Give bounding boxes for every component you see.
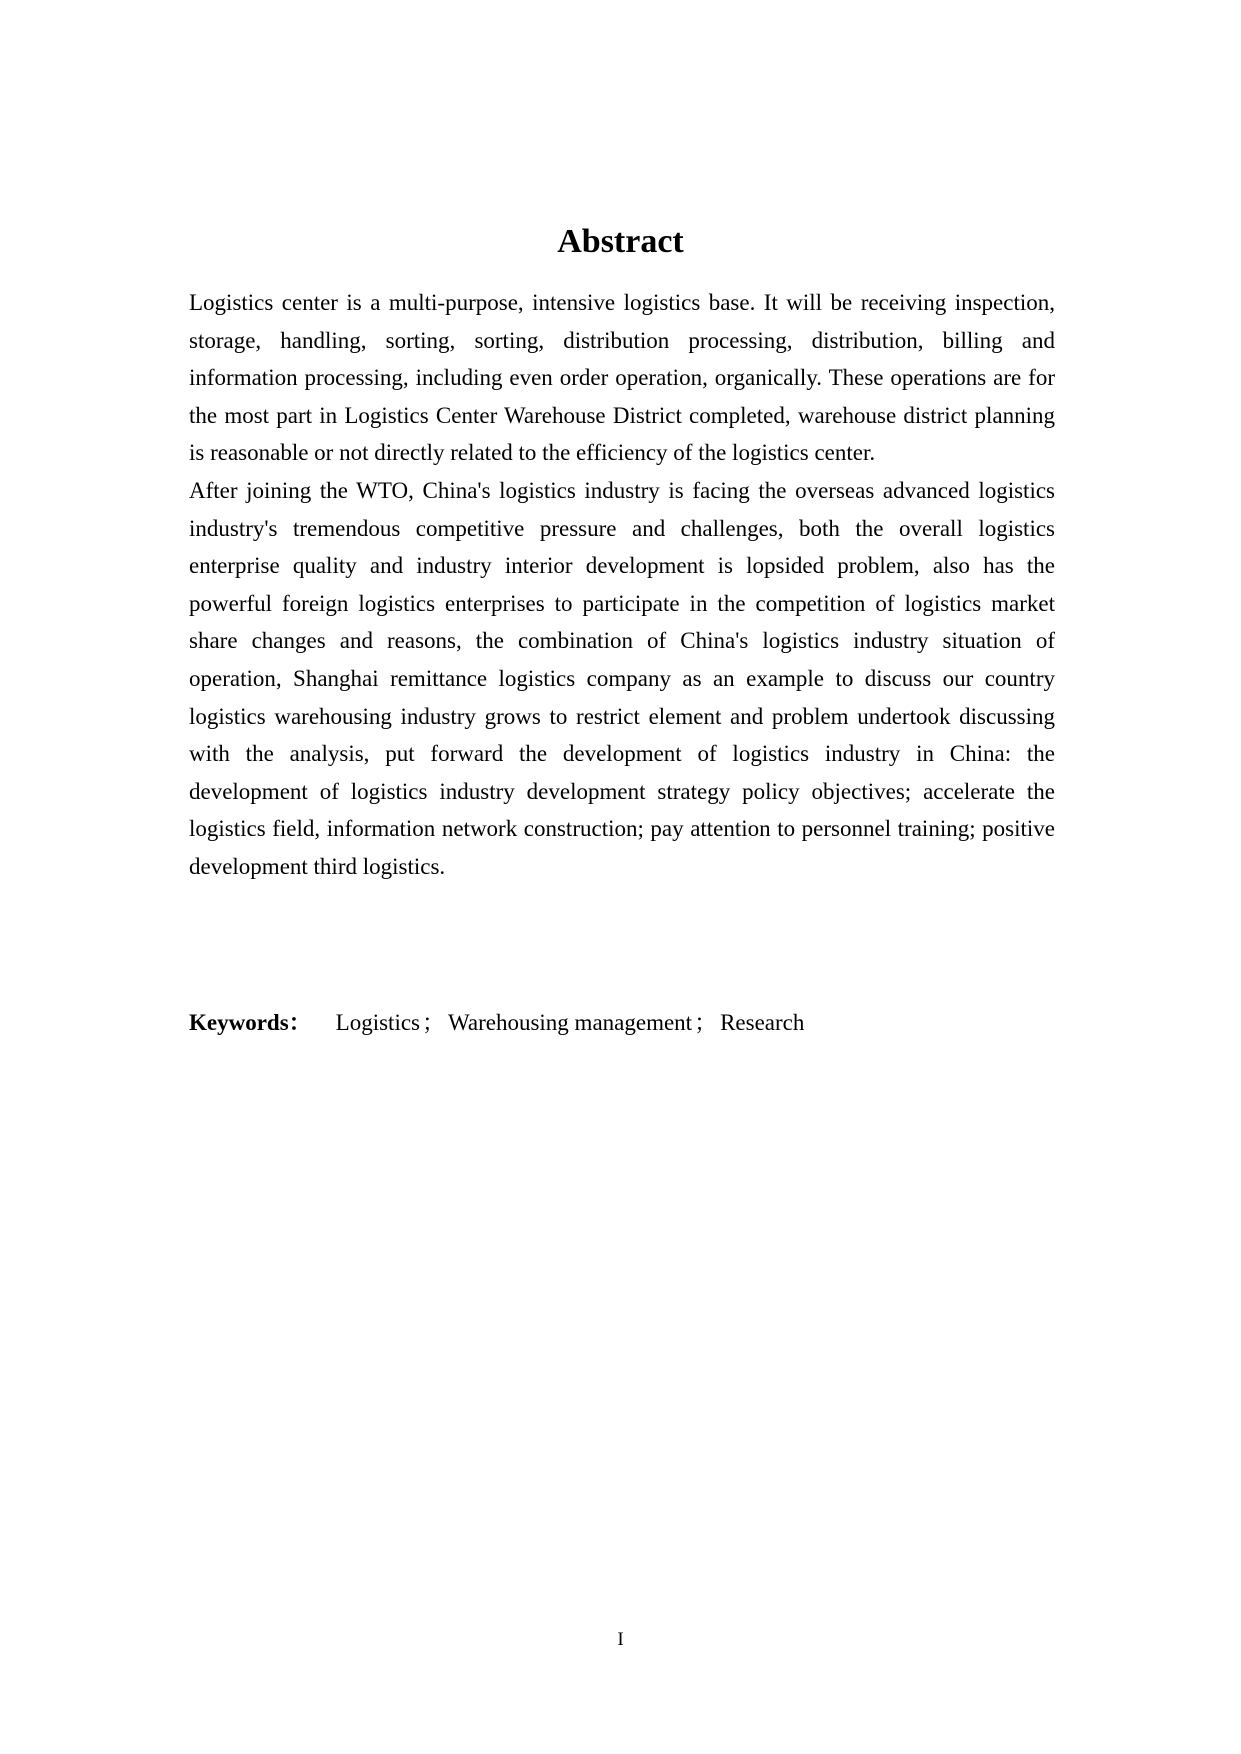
abstract-paragraph-1: Logistics center is a multi-purpose, intensive logistics base. It will be receiving inspection, storage, handling, sorting, sorting, distribution processing, distribution, billing and information processing, including even order operation, organically. These operations are for the most part in Logistics Center Warehouse District completed, warehouse district planning is reasonable or not directly related to the efficiency of the logistics center. — [189, 290, 1055, 466]
keyword-1: Logistics — [335, 1010, 421, 1035]
keyword-separator: ； — [422, 1010, 446, 1035]
keywords-line — [189, 1004, 1055, 1042]
keywords-label: Keywords： — [189, 1010, 312, 1035]
keyword-3: Research — [720, 1010, 805, 1035]
page-number: I — [617, 1629, 624, 1650]
keyword-2: Warehousing management — [448, 1010, 693, 1035]
keyword-separator: ； — [694, 1010, 718, 1035]
abstract-title: Abstract — [557, 223, 684, 260]
abstract-paragraph-2: After joining the WTO, China's logistics industry is facing the overseas advanced logistics industry's tremendous competitive pressure and challenges, both the overall logistics enterprise quality and industry interior development is lopsided problem, also has the powerful foreign logistics enterprises to participate in the competition of logistics market share changes and reasons, the combination of China's logistics industry situation of operation, Shanghai remittance logistics company as an example to discuss our country logistics warehousing industry grows to restrict element and problem undertook discussing with the analysis, put forward the development of logistics industry in China: the development of logistics industry development strategy policy objectives; accelerate the logistics field, information network construction; pay attention to personnel training; positive development third logistics. — [189, 477, 1055, 879]
abstract-body — [189, 284, 1055, 886]
